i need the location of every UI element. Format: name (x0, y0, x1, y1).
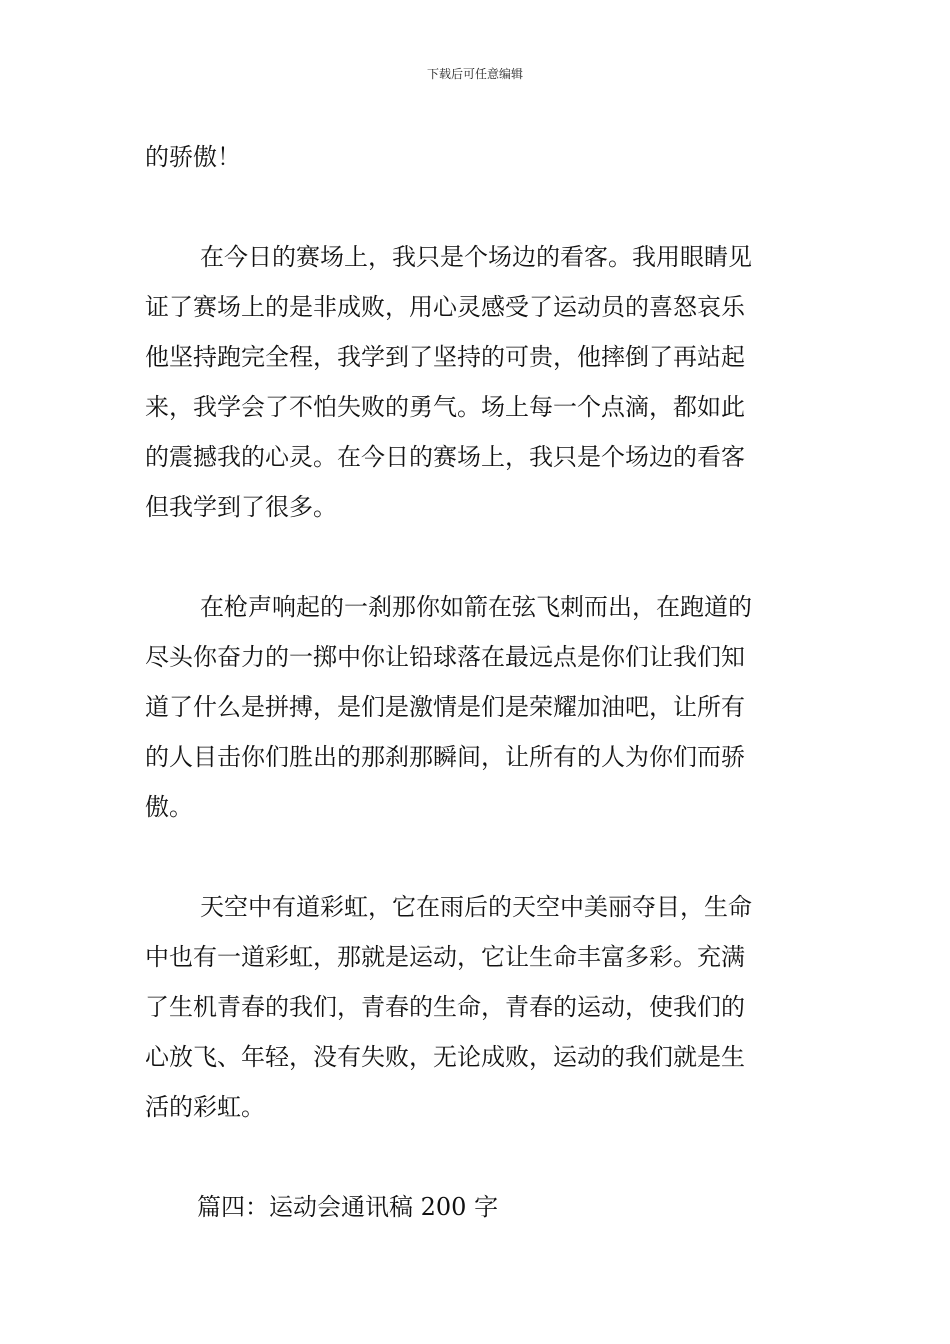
paragraph-1 (145, 132, 810, 182)
paragraph-2 (145, 232, 810, 532)
paragraph-line: 他坚持跑完全程，我学到了坚持的可贵，他摔倒了再站起 (145, 343, 745, 371)
paragraph-line: 的骄傲！ (145, 143, 241, 171)
paragraph-line: 在今日的赛场上，我只是个场边的看客。我用眼睛见 (200, 243, 752, 271)
paragraph-line: 活的彩虹。 (145, 1093, 265, 1121)
paragraph-line: 在枪声响起的一刹那你如箭在弦飞刺而出，在跑道的 (200, 593, 752, 621)
paragraph-4 (145, 882, 810, 1132)
paragraph-line: 但我学到了很多。 (145, 493, 337, 521)
paragraph-line: 傲。 (145, 793, 193, 821)
paragraph-line: 的震撼我的心灵。在今日的赛场上，我只是个场边的看客 (145, 443, 745, 471)
paragraph-line: 天空中有道彩虹，它在雨后的天空中美丽夺目，生命 (200, 893, 752, 921)
paragraph-line: 尽头你奋力的一掷中你让铅球落在最远点是你们让我们知 (145, 643, 745, 671)
paragraph-line: 了生机青春的我们，青春的生命，青春的运动，使我们的 (145, 993, 745, 1021)
paragraph-line: 心放飞、年轻，没有失败，无论成败，运动的我们就是生 (145, 1043, 745, 1071)
paragraph-gap (145, 182, 810, 232)
paragraph-gap (145, 1132, 810, 1182)
paragraph-3 (145, 582, 810, 832)
paragraph-line: 来，我学会了不怕失败的勇气。场上每一个点滴，都如此 (145, 393, 745, 421)
paragraph-line: 中也有一道彩虹，那就是运动，它让生命丰富多彩。充满 (145, 943, 745, 971)
paragraph-gap (145, 832, 810, 882)
paragraph-line: 证了赛场上的是非成败，用心灵感受了运动员的喜怒哀乐 (145, 293, 745, 321)
paragraph-line: 道了什么是拼搏，是们是激情是们是荣耀加油吧，让所有 (145, 693, 745, 721)
paragraph-gap (145, 532, 810, 582)
document-body (145, 132, 810, 1232)
paragraph-line: 的人目击你们胜出的那刹那瞬间，让所有的人为你们而骄 (145, 743, 745, 771)
section-heading: 篇四：运动会通讯稿 200 字 (197, 1193, 499, 1221)
page-header: 下载后可任意编辑 (426, 67, 523, 81)
